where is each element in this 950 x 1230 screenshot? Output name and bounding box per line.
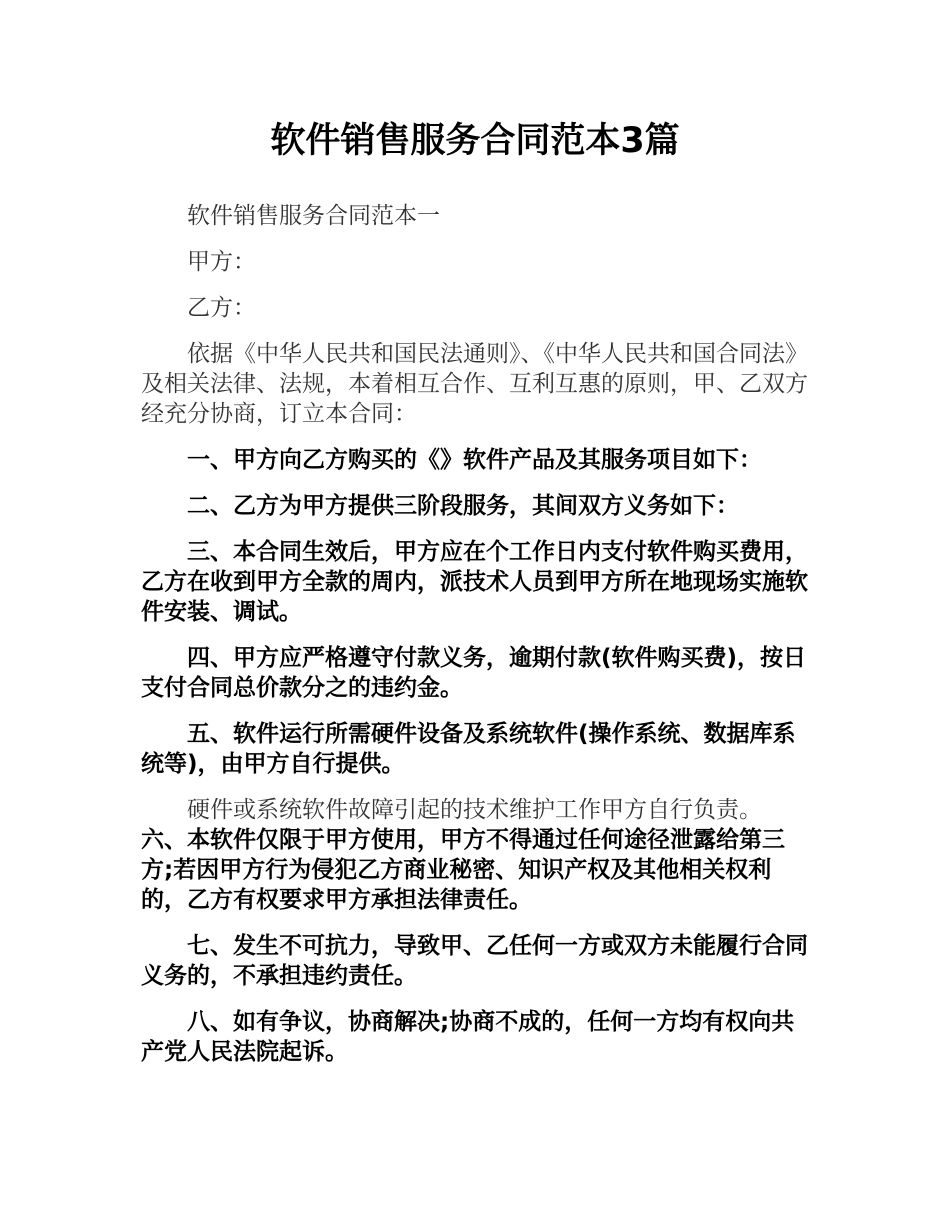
clause-7: 七、发生不可抗力，导致甲、乙任何一方或双方未能履行合同义务的，不承担违约责任。 [141, 933, 808, 989]
party-b-line: 乙方： [187, 295, 256, 321]
clause-6: 六、本软件仅限于甲方使用，甲方不得通过任何途径泄露给第三方;若因甲方行为侵犯乙方商业秘密、知识产权及其他相关权利的，乙方有权要求甲方承担法律责任。 [141, 827, 785, 913]
party-a-line: 甲方： [187, 249, 256, 275]
section-heading: 软件销售服务合同范本一 [187, 203, 440, 229]
clause-2: 二、乙方为甲方提供三阶段服务，其间双方义务如下： [187, 493, 739, 519]
clause-8: 八、如有争议，协商解决;协商不成的，任何一方均有权向共产党人民法院起诉。 [141, 1009, 795, 1065]
clause-1: 一、甲方向乙方购买的《》软件产品及其服务项目如下： [187, 447, 762, 473]
clause-3: 三、本合同生效后，甲方应在个工作日内支付软件购买费用，乙方在收到甲方全款的周内，派技术人员到甲方所在地现场实施软件安装、调试。 [141, 539, 808, 625]
clause-5: 五、软件运行所需硬件设备及系统软件(操作系统、数据库系统等)，由甲方自行提供。 [141, 721, 796, 777]
clause-4: 四、甲方应严格遵守付款义务，逾期付款(软件购买费)，按日支付合同总价款分之的违约金。 [141, 645, 807, 701]
preamble-paragraph: 依据《中华人民共和国民法通则》、《中华人民共和国合同法》及相关法律、法规，本着相互合作、互利互惠的原则，甲、乙双方经充分协商，订立本合同： [141, 341, 808, 427]
maintenance-note: 硬件或系统软件故障引起的技术维护工作甲方自行负责。 [187, 797, 762, 823]
document-title: 软件销售服务合同范本3篇 [270, 121, 680, 161]
document-body [141, 201, 813, 1067]
